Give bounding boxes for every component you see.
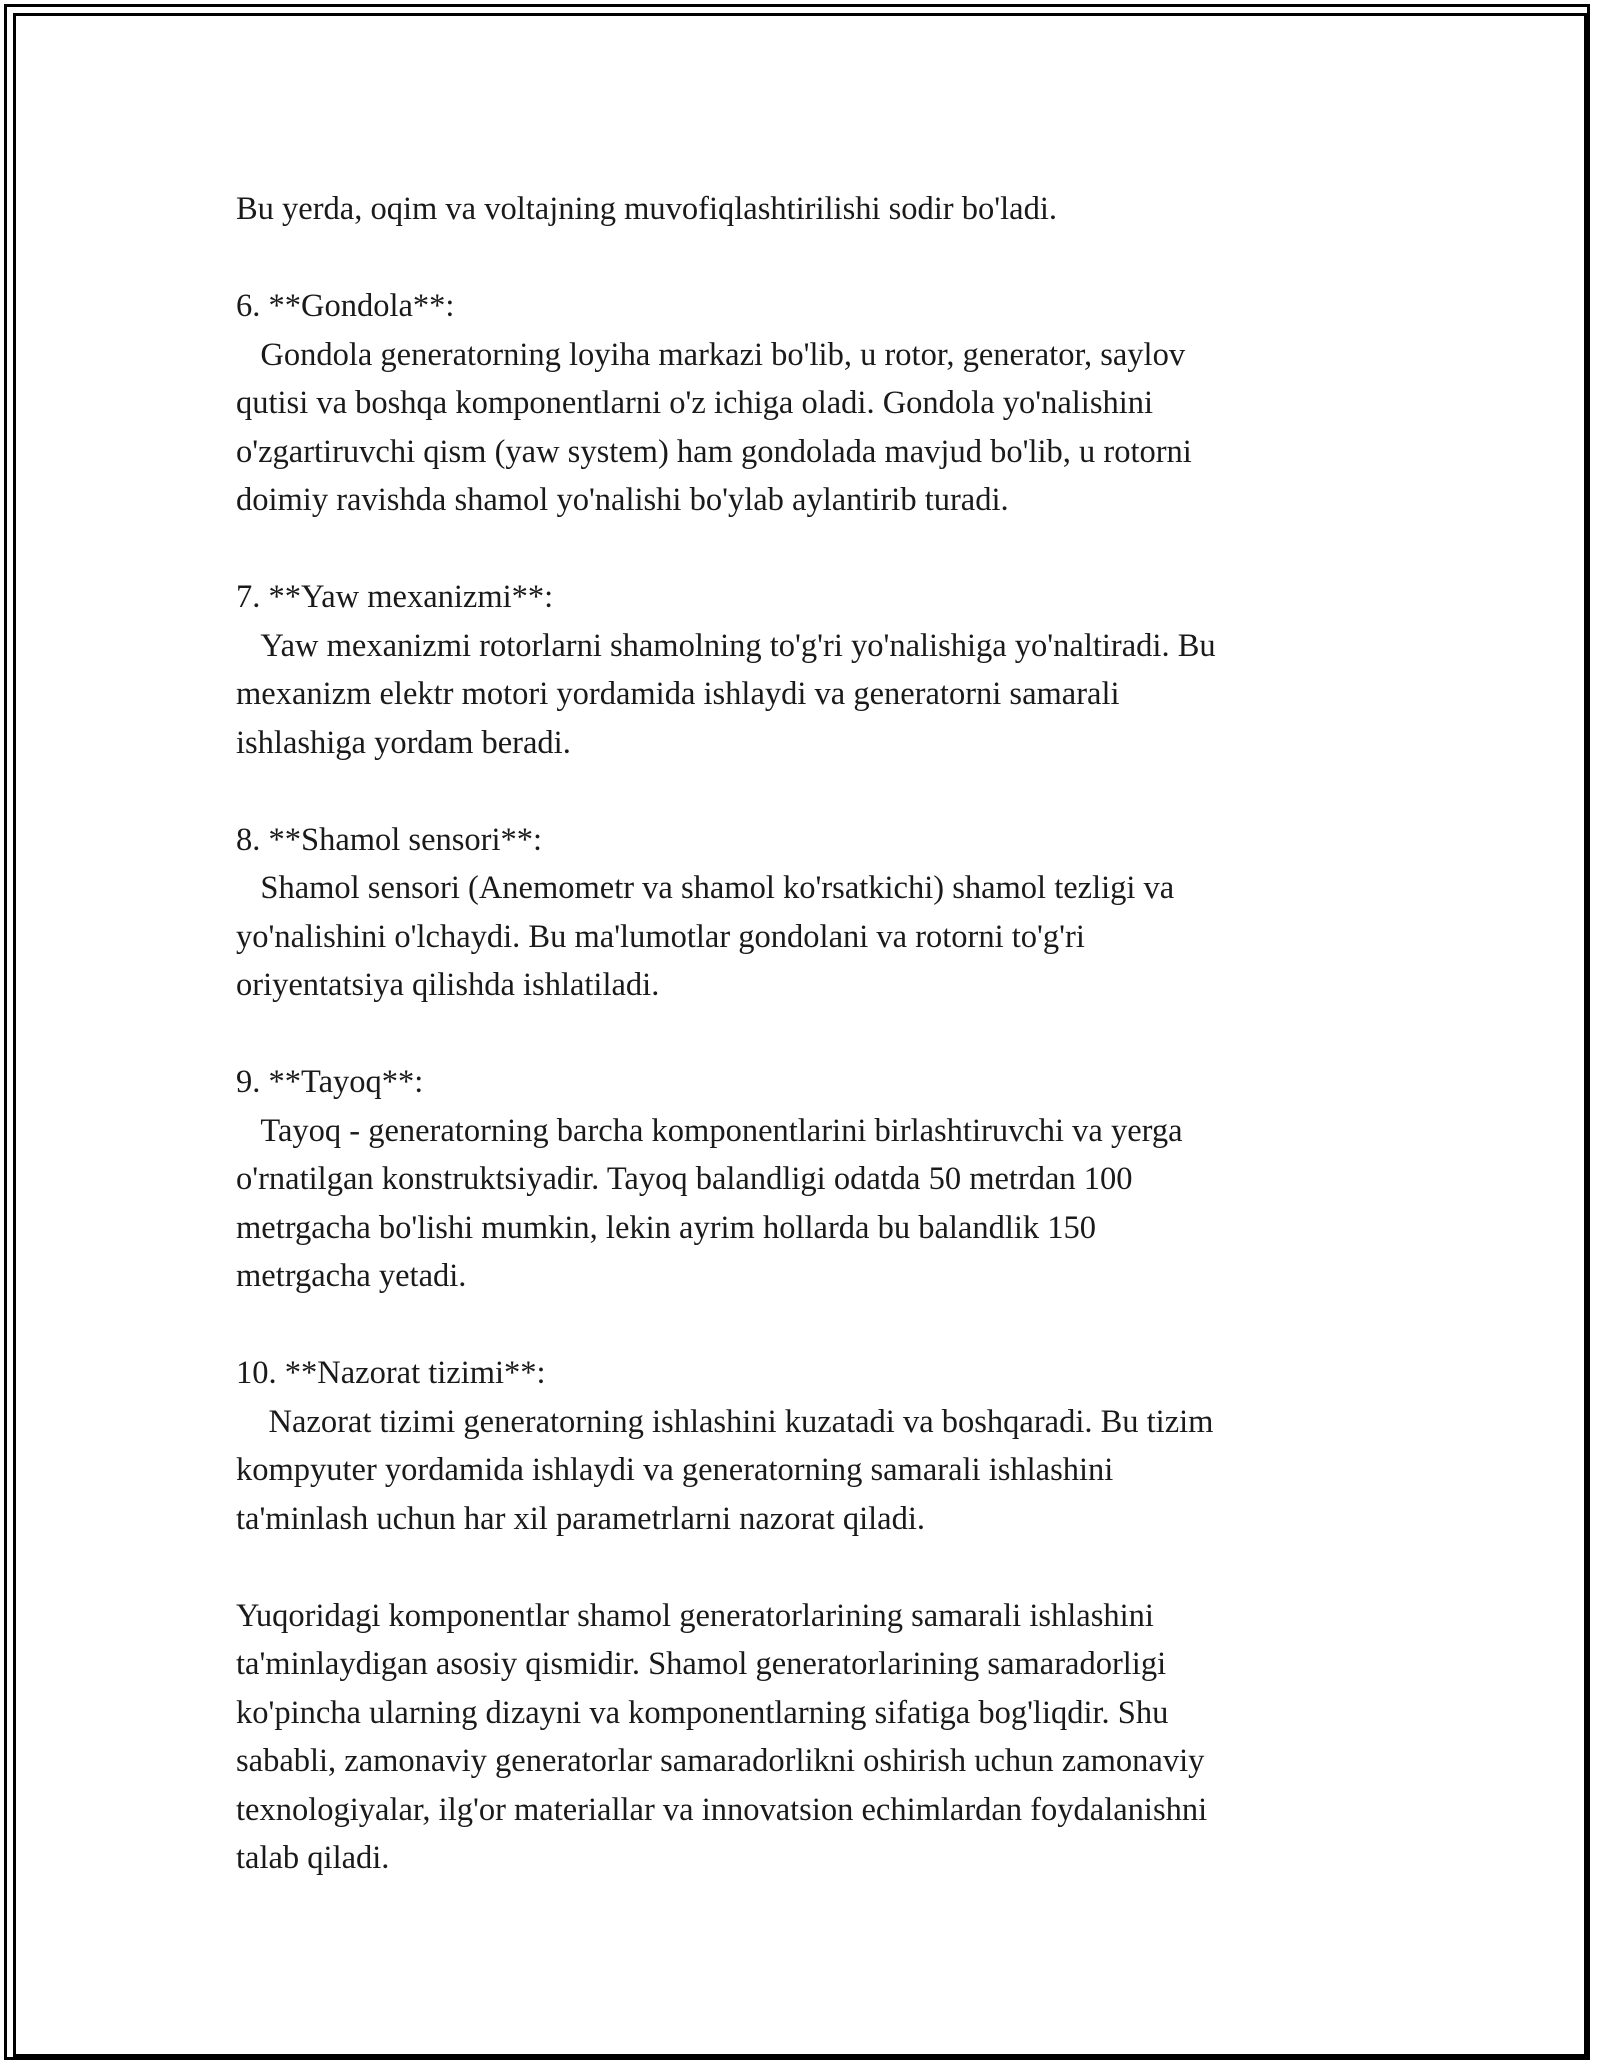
section-body-control: Nazorat tizimi generatorning ishlashini kuzatadi va boshqaradi. Bu tizim kompyuter yordamida ishlaydi va generatorning samarali ishlashini ta'minlash uchun har xil parametrlarni nazorat qiladi. [236, 1403, 1214, 1537]
section-body-tower: Tayoq - generatorning barcha komponentlarini birlashtiruvchi va yerga o'rnatilgan konstruktsiyadir. Tayoq balandligi odatda 50 metrdan 100 metrgacha bo'lishi mumkin, lekin ayrim hollarda bu balandlik 150 metrgacha yetadi. [236, 1112, 1183, 1294]
section-body-yaw: Yaw mexanizmi rotorlarni shamolning to'g'ri yo'nalishiga yo'naltiradi. Bu mexanizm elektr motori yordamida ishlaydi va generatorni samarali ishlashiga yordam beradi. [236, 627, 1216, 761]
section-heading-control: 10. **Nazorat tizimi**: [236, 1355, 546, 1391]
section-body-gondola: Gondola generatorning loyiha markazi bo'lib, u rotor, generator, saylov qutisi va boshqa komponentlarni o'z ichiga oladi. Gondola yo'nalishini o'zgartiruvchi qism (yaw system) ham gondolada mavjud bo'lib, u rotorni doimiy ravishda shamol yo'nalishi bo'ylab aylantirib turadi. [236, 336, 1192, 518]
paragraph-spacer [236, 1543, 1396, 1592]
paragraph-spacer [236, 1010, 1396, 1059]
section-heading-yaw: 7. **Yaw mexanizmi**: [236, 579, 554, 615]
paragraph-spacer [236, 525, 1396, 574]
paragraph-spacer [236, 1301, 1396, 1350]
section-body-sensor: Shamol sensori (Anemometr va shamol ko'rsatkichi) shamol tezligi va yo'nalishini o'lchaydi. Bu ma'lumotlar gondolani va rotorni to'g'ri oriyentatsiya qilishda ishlatiladi. [236, 870, 1175, 1003]
section-heading-gondola: 6. **Gondola**: [236, 288, 455, 324]
paragraph-spacer [236, 234, 1396, 283]
document-body [236, 185, 1396, 1883]
section-heading-sensor: 8. **Shamol sensori**: [236, 821, 543, 858]
intro-paragraph: Bu yerda, oqim va voltajning muvofiqlashtirilishi sodir bo'ladi. [236, 191, 1057, 227]
conclusion-paragraph: Yuqoridagi komponentlar shamol generatorlarining samarali ishlashini ta'minlaydigan asosiy qismidir. Shamol generatorlarining samaradorligi ko'pincha ularning dizayni va komponentlarning sifatiga bog'liqdir. Shu sababli, zamonaviy generatorlar samaradorlikni oshirish uchun zamonaviy texnologiyalar, ilg'or materiallar va innovatsion echimlardan foydalanishni talab qiladi. [236, 1597, 1208, 1876]
section-heading-tower: 9. **Tayoq**: [236, 1064, 424, 1100]
paragraph-spacer [236, 767, 1396, 816]
